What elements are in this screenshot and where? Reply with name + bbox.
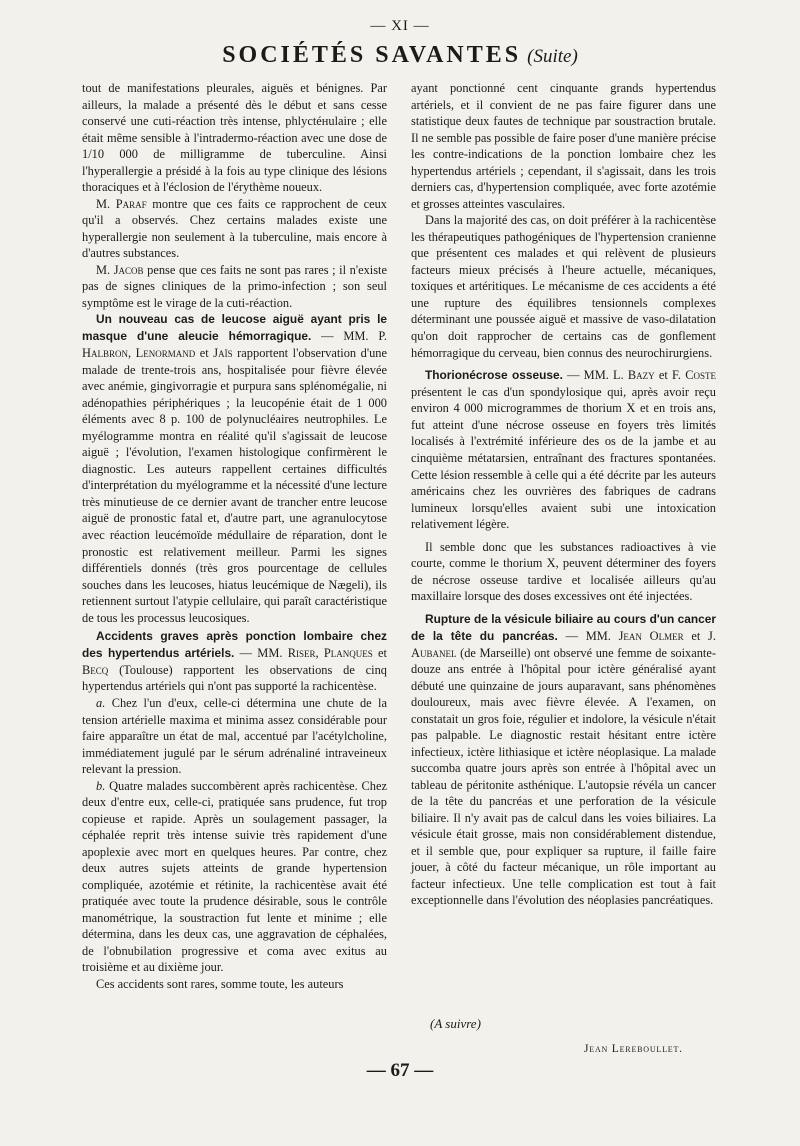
paragraph: Il semble donc que les substances radioactives à vie courte, comme le thorium X, peuvent déterminer des foyers de nécrose osseuse tardive et localisée ailleurs qu'au maxillaire lorsque des doses excessives ont été injectées. [411,539,716,604]
article-heading: Un nouveau cas de leucose aiguë ayant pris le masque d'une aleucie hémorragique. [82,312,387,344]
text: présentent le cas d'un spondylosique qui, après avoir reçu environ 4 000 microgrammes de thorium X et en trois ans, fut atteint d'une nécrose osseuse en foyers très limités localisés à l'extrémité inférieure des os de la jambe et au cinquième métatarsien, entraînant des fractures spontanées. Cette lésion ressemble à celle qui a été décrite par les auteurs américains chez les ouvrières des fabriques de cadrans lumineux lorsqu'elles avaient subi une intoxication relativement légère. [411,384,716,532]
article-thorionecrose [411,367,716,533]
page-number: — 67 — [366,1060,434,1081]
text: — MM. P. [321,329,387,344]
paragraph: Ces accidents sont rares, somme toute, les auteurs [96,977,344,991]
text: rapportent l'observation d'une malade de trente-trois ans, hospitalisée pour fièvre élevée avec anémie, gingivorragie et purpura sans splénomégalie, ni adénopathies périphériques ; la leucopénie était de 1 000 éléments avec 8 p. 100 de polynucléaires neutrophiles. Le myélogramme montra en réalité qu'il s'agissait de leucose aiguë ; l'évolution, l'examen histologique confirmèrent le diagnostic. Les auteurs rappellent certaines difficultés d'interprétation du myélogramme et la nécessité d'une lecture très minutieuse de ce dernier avant de trancher entre leucose aiguë de pronostic fatal et, d'autre part, une agranulocytose avec réaction leucémoïde médullaire de réparation, dont le pronostic est relativement meilleur. Parmi les signes différentiels donnés (très gros pourcentage de cellules souches dans les leucoses, hiatus leucémique de Nægeli), ils retiennent surtout l'atypie cellulaire, qui paraît caractéristique de tous les processus leucosiques. [82,346,387,625]
author-name: Riser [287,646,316,661]
text: (Toulouse) rapportent les observations de cinq hypertendus artériels qui n'ont pas supporté la rachicentèse. [82,662,387,694]
text: et F. [658,368,681,383]
author-name: Becq [82,662,109,677]
author-name: Aubanel [411,645,457,660]
author-name: Jacob [113,262,144,277]
author-name: Coste [685,368,716,383]
to-be-continued: (A suivre) [430,1016,481,1031]
paragraph [82,695,387,778]
author-name: Lenormand [135,346,196,361]
text: et [199,346,209,361]
left-column [82,80,387,993]
article-ponction [82,628,387,695]
text: pense que ces faits ne sont pas rares ; il n'existe pas de signes cliniques de la primo-infection ; son seul symptôme est le virage de la cuti-réaction. [82,262,387,310]
paragraph [82,196,387,262]
article-heading: Thorionécrose osseuse. [425,368,563,383]
text: et [378,646,387,661]
title-main: SOCIÉTÉS SAVANTES [222,42,522,68]
text: Chez l'un d'eux, celle-ci détermina une chute de la tension artérielle maxima et minima assez considérable pour faire apparaître un état de mal, accentué par l'acétylcholine, immédiatement jugulé par le sérum adrénaliné intraveineux relevant la pression. [82,695,387,777]
item-label: b. [96,778,106,793]
author-name: Halbron [82,346,128,361]
text: et J. [691,628,716,643]
text: — MM. [565,628,611,643]
author-name: Jaïs [213,346,233,361]
article-vesicule [411,611,716,909]
paragraph: tout de manifestations pleurales, aiguës et bénignes. Par ailleurs, la malade a présenté dès le début et sans cesse conservé une cuti-réaction très intense, phlyctéнulaire ; elle était même sensible à l'intradermo-réaction avec une dose de 1/10 000 de milligramme de tuberculine. Ainsi l'hyperallergie a présidé à la fois au type clinique des lésions thoraciques et à l'éclosion de l'érythème noueux. [82,81,387,195]
paragraph: Dans la majorité des cas, on doit préférer à la rachicentèse les thérapeutiques pathogéniques de l'hypertension cranienne que présentent ces malades et qui relèvent de plusieurs facteurs mieux précisés à l'heure actuelle, mécaniques, toxiques et artéritiques. Le mécanisme de ces accidents a été une rupture des équilibres tensionnels complexes déterminant une poussée aiguë et massive de vaso-dilatation qu'on doit rapprocher de certains cas de gonflement hémorragique du cerveau, bien connus des neurochirurgiens. [411,213,716,360]
article-heading: Rupture de la vésicule biliaire au cours d'un cancer de la tête du pancréas. [411,611,716,643]
page-number-roman: — XI — [370,18,430,34]
text: — MM. [239,646,283,661]
text: M. [96,196,111,211]
author-name: Jean Olmer [618,628,684,643]
author-name: Planques [323,646,373,661]
text: Quatre malades succombèrent après rachicentèse. Chez deux d'entre eux, celle-ci, pratiquée sans prudence, fut trop copieuse et rapide. Après un soulagement passager, la céphalée reprit très intense suivie très rapidement d'une apoplexie avec mort en quelques heures. Par contre, chez deux autres sujets atteints de grande hypertension compliquée, azotémie et rétinite, la rachicentèse avait été pratiquée avec toute la prudence désirable, sous le contrôle manométrique, la soustraction fut lente et minime ; elle détermina, dans les deux cas, une aggravation de céphalées, de l'obnubilation progressive et coma avec exitus au troisième et au dixième jour. [82,778,387,975]
title-suite: (Suite) [527,46,578,67]
article-heading: Accidents graves après ponction lombaire chez des hypertendus artériels. [82,629,387,661]
author-name: Paraf [115,196,147,211]
author-name: Bazy [627,368,655,383]
signature: Jean Lereboullet. [584,1043,683,1055]
text: , [315,646,319,661]
paragraph [82,262,387,312]
item-label: a. [96,695,106,710]
paragraph [82,778,387,976]
right-column [411,80,716,909]
page-title [0,42,800,69]
text: M. [96,262,111,277]
text: — MM. L. [567,368,624,383]
text: montre que ces faits ce rapprochent de ceux qu'il a observés. Chez certains malades existe une hyperallergie non seulement à la tuberculine, mais encore à d'autres substances. [82,196,387,261]
text: , [127,346,132,361]
text: (de Marseille) ont observé une femme de soixante-douze ans entrée à l'hôpital pour ictère généralisé ayant débuté une quinzaine de jours auparavant, sans phénomènes douloureux, mais avec fièvre élevée. A l'examen, on constatait un gros foie, régulier et indolore, la vésicule n'était pas palpable. Le diagnostic restait hésitant entre ictère infectieux, ictère lithiasique et ictère néoplasique. La malade succomba quatre jours après son entrée à l'hôpital avec un tableau de péritonite asthénique. L'autopsie révéla un cancer de la tête du pancréas et une perforation de la vésicule biliaire. Il n'y avait pas de calcul dans les voies biliaires. La vésicule était grosse, mais non considérablement distendue, et il semble que, pour expliquer sa rupture, il faille faire jouer, à côté du facteur mécanique, un rôle important au facteur infectieux. Une telle complication est tout à fait exceptionnelle dans l'évolution des néoplasies pancréatiques. [411,645,716,908]
article-leucose [82,311,387,626]
paragraph: ayant ponctionné cent cinquante grands hypertendus artériels, et il convient de ne pas faire figurer dans une statistique deux fautes de technique par soustraction brutale. Il ne semble pas possible de faire poser d'une manière précise les contre-indications de la ponction lombaire chez les hypertendus artériels ; cependant, il s'agissait, dans les trois derniers cas, d'hypertension compliquée, avec forte azotémie et grosses atteintes vasculaires. [411,81,716,211]
